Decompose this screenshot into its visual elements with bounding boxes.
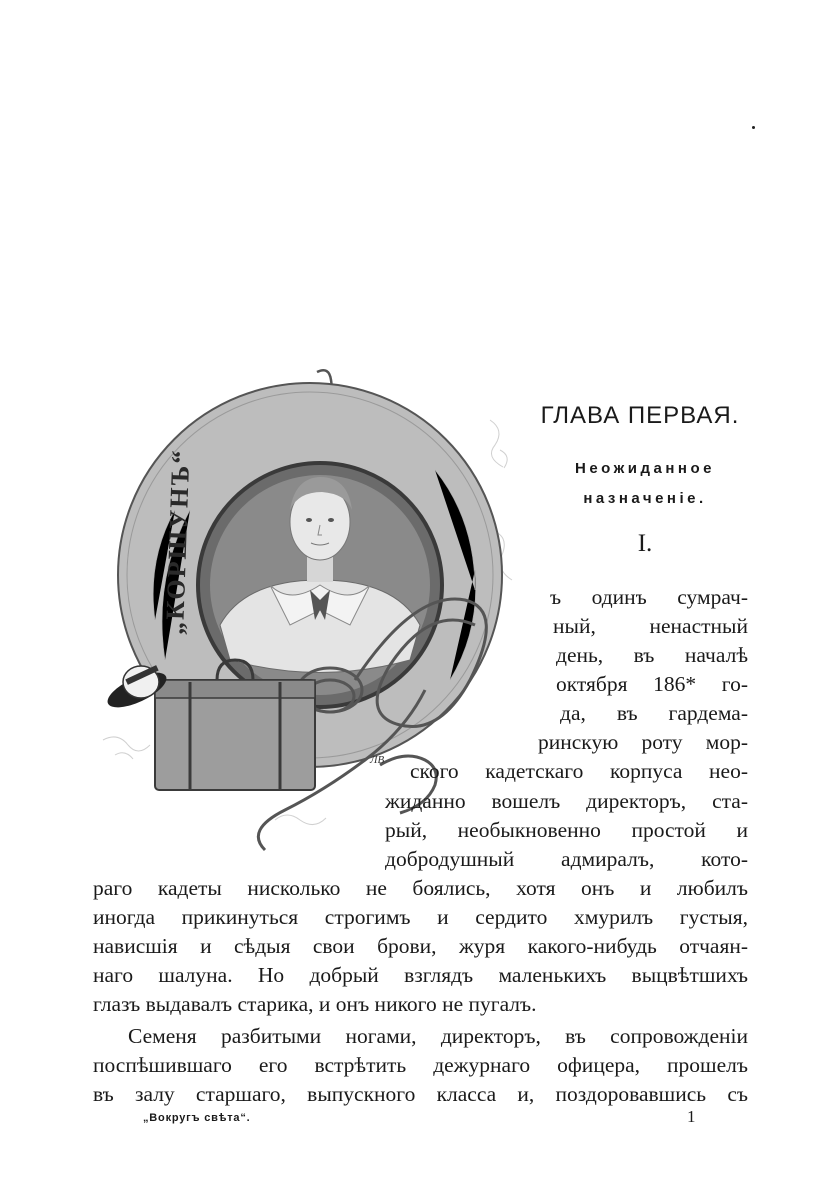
artist-monogram: ЛВ xyxy=(370,754,385,766)
text-line: раго кадеты нисколько не боялись, хотя онъ и любилъ xyxy=(93,876,748,900)
text-line: ского кадетскаго корпуса нео- xyxy=(410,759,748,783)
section-number: I. xyxy=(637,530,653,557)
lifebuoy-illustration xyxy=(95,360,555,860)
chapter-subtitle-line-1: Неожиданное xyxy=(575,460,715,477)
page-number: 1 xyxy=(687,1107,696,1126)
text-line: иногда прикинуться строгимъ и сердито хмурилъ густыя, xyxy=(93,905,748,929)
text-line: октября 186* го- xyxy=(556,672,748,696)
text-line: ный, ненастный xyxy=(553,614,748,638)
text-line: жиданно вошелъ директоръ, ста- xyxy=(385,789,748,813)
text-line: глазъ выдавалъ старика, и онъ никого не пугалъ. xyxy=(93,992,537,1016)
text-line: наго шалуна. Но добрый взглядъ маленькихъ выцвѣтшихъ xyxy=(93,963,748,987)
footer-signature: „Вокругъ свѣта“. xyxy=(143,1112,251,1124)
suitcase xyxy=(155,660,315,790)
text-line: нависшiя и сѣдыя свои брови, журя какого-нибудь отчаян- xyxy=(93,934,748,958)
ink-speck xyxy=(752,126,755,129)
text-line: добродушный адмиралъ, кото- xyxy=(385,847,748,871)
text-line: ринскую роту мор- xyxy=(538,730,748,754)
chapter-subtitle-line-2: назначенiе. xyxy=(583,490,707,507)
text-line: да, въ гардема- xyxy=(560,701,748,725)
lifebuoy-label: „КОРШУНЪ“ xyxy=(160,448,196,636)
text-line: рый, необыкновенно простой и xyxy=(385,818,748,842)
chapter-title: ГЛАВА ПЕРВАЯ. xyxy=(540,402,740,429)
text-line: день, въ началѣ xyxy=(556,643,748,667)
text-line: поспѣшившаго его встрѣтить дежурнаго офицера, прошелъ xyxy=(93,1053,748,1077)
text-line: Семеня разбитыми ногами, директоръ, въ сопровожденiи xyxy=(128,1024,748,1048)
text-line: въ залу старшаго, выпускного класса и, поздоровавшись съ xyxy=(93,1082,748,1106)
text-line: ъ одинъ сумрач- xyxy=(550,585,748,609)
